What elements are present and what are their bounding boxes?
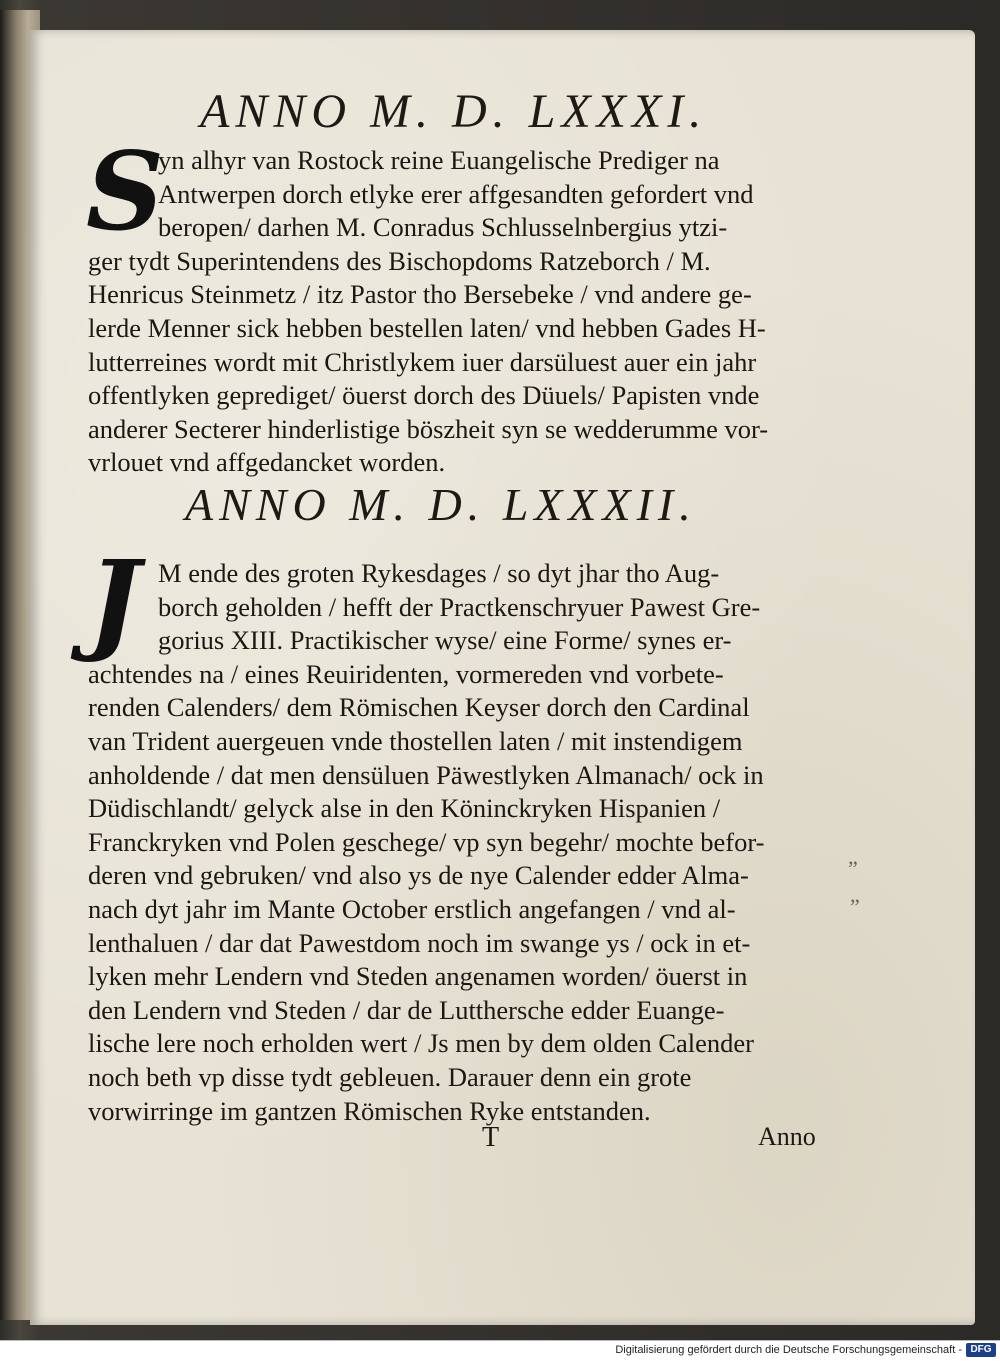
catchword: Anno: [758, 1122, 816, 1151]
text-line: anholdende / dat men densüluen Päwestlyken Almanach/ ock in: [88, 759, 764, 790]
text-line: Düdischlandt/ gelyck alse in den Köninckryken Hispanien /: [88, 793, 721, 824]
text-line: borch geholden / hefft der Practkenschryuer Pawest Gre-: [158, 591, 761, 622]
text-line: M ende des groten Rykesdages / so dyt jhar tho Aug-: [158, 558, 720, 588]
text-line: ger tydt Superintendens des Bischopdoms Ratzeborch / M.: [88, 245, 711, 276]
drop-cap-2: J: [88, 536, 141, 665]
text-line: van Trident auergeuen vnde thostellen laten / mit instendigem: [88, 725, 743, 756]
book-page: [30, 30, 975, 1325]
margin-mark: „: [850, 882, 860, 907]
paragraph-1582: [88, 557, 878, 1128]
text-line: lutterreines wordt mit Christlykem iuer darsüluest auer ein jahr: [88, 346, 757, 377]
text-line: yn alhyr van Rostock reine Euangelische Prediger na: [158, 145, 720, 175]
text-line: noch beth vp disse tydt gebleuen. Darauer denn ein grote: [88, 1061, 692, 1092]
text-line: deren vnd gebruken/ vnd also ys de nye Calender edder Alma-: [88, 860, 749, 891]
text-line: vrlouet vnd affgedancket worden.: [88, 447, 446, 478]
text-line: lenthaluen / dar dat Pawestdom noch im swange ys / ock in et-: [88, 927, 751, 958]
text-line: vorwirringe im gantzen Römischen Ryke entstanden.: [88, 1095, 651, 1126]
text-line: gorius XIII. Practikischer wyse/ eine Forme/ synes er-: [158, 625, 732, 656]
text-line: lische lere noch erholden wert / Js men by dem olden Calender: [88, 1028, 754, 1059]
footer-bar: [0, 1340, 1000, 1361]
signature-mark: T: [482, 1122, 500, 1153]
text-line: offentlyken geprediget/ öuerst dorch des Düuels/ Papisten vnde: [88, 380, 760, 411]
paragraph-1581: [88, 144, 878, 480]
text-line: Franckryken vnd Polen geschege/ vp syn begehr/ mochte befor-: [88, 826, 765, 857]
drop-cap-1: S: [86, 129, 164, 255]
text-line: achtendes na / eines Reuiridenten, vormereden vnd vorbete-: [88, 658, 724, 689]
text-line: den Lendern vnd Steden / dar de Lutthersche edder Euange-: [88, 994, 725, 1025]
heading-anno-1582: ANNO M. D. LXXXII.: [185, 479, 697, 530]
text-line: lerde Menner sick hebben bestellen laten/ vnd hebben Gades H-: [88, 312, 766, 343]
heading-anno-1581: ANNO M. D. LXXXI.: [200, 85, 708, 138]
text-line: anderer Secterer hinderlistige böszheit syn se wedderumme vor-: [88, 413, 769, 444]
text-line: nach dyt jahr im Mante October erstlich angefangen / vnd al-: [88, 893, 736, 924]
text-line: renden Calenders/ dem Römischen Keyser dorch den Cardinal: [88, 692, 750, 723]
text-line: Antwerpen dorch etlyke erer affgesandten gefordert vnd: [158, 178, 754, 209]
dfg-logo-icon: DFG: [966, 1343, 996, 1357]
text-line: beropen/ darhen M. Conradus Schlusselnbergius ytzi-: [158, 212, 728, 243]
footer-credit: Digitalisierung gefördert durch die Deutsche Forschungsgemeinschaft -: [615, 1344, 962, 1356]
margin-mark: „: [848, 844, 858, 869]
text-line: lyken mehr Lendern vnd Steden angenamen worden/ öuerst in: [88, 961, 748, 992]
text-line: Henricus Steinmetz / itz Pastor tho Bersebeke / vnd andere ge-: [88, 279, 752, 310]
